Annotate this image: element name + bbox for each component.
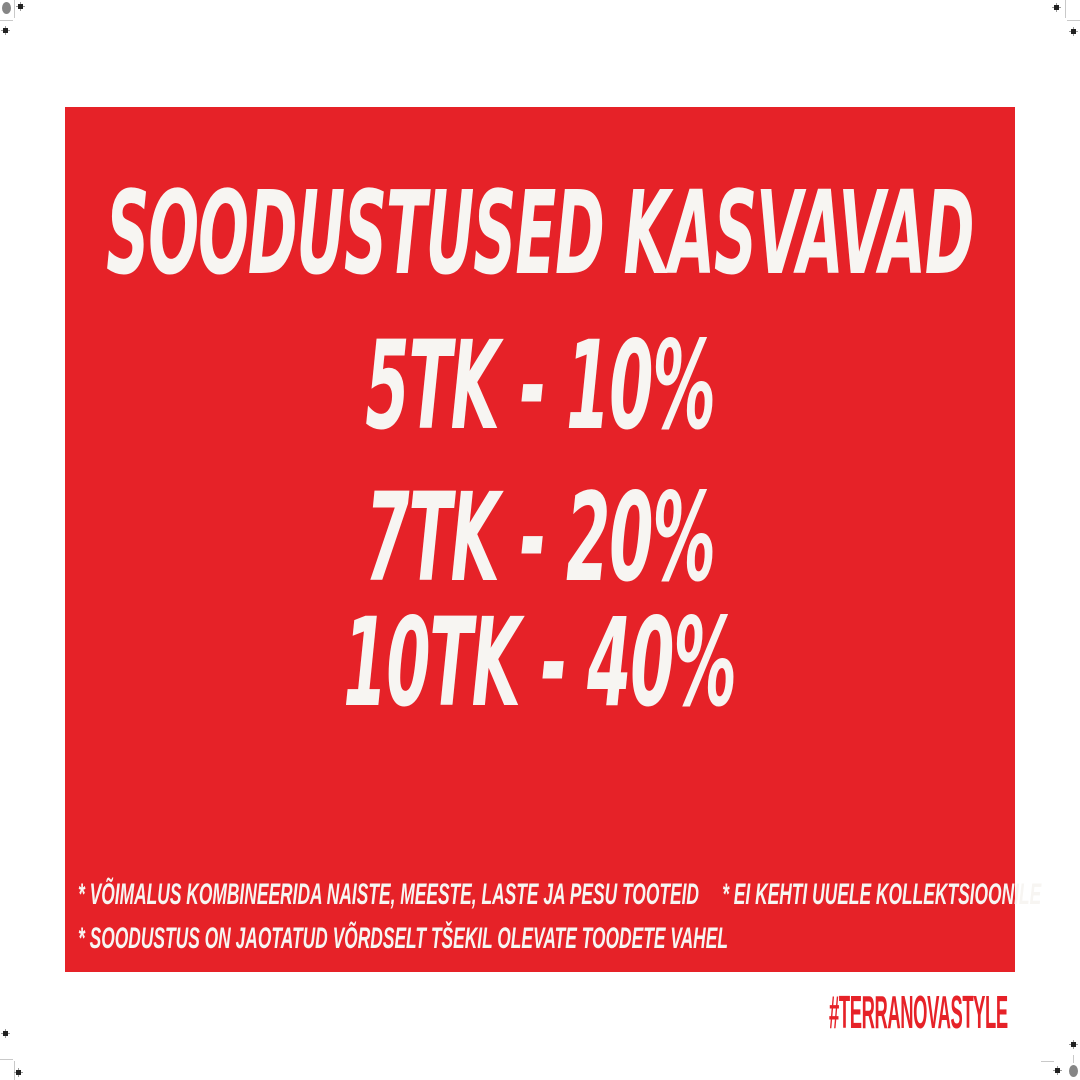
banner-title: SOODUSTUSED KASVAVAD bbox=[106, 167, 974, 301]
discount-tier-3: 10TK - 40% bbox=[343, 592, 737, 734]
color-dot-icon bbox=[2, 2, 11, 14]
discount-tier-row bbox=[65, 592, 1015, 734]
disclaimer-row-1 bbox=[78, 880, 1041, 910]
crop-line bbox=[0, 20, 13, 21]
brand-hashtag: #TERRANOVASTYLE bbox=[829, 986, 1008, 1038]
registration-crosshair-icon bbox=[1053, 1066, 1062, 1075]
registration-crosshair-icon bbox=[1, 26, 10, 35]
brand-hashtag-row bbox=[561, 986, 1008, 1038]
crop-line bbox=[14, 0, 15, 18]
registration-crosshair-icon bbox=[1069, 27, 1078, 36]
disclaimer-row-2 bbox=[78, 924, 728, 954]
registration-crosshair-icon bbox=[16, 2, 25, 11]
discount-tier-2: 7TK - 20% bbox=[365, 467, 715, 609]
color-dot-icon bbox=[1069, 1065, 1078, 1077]
registration-crosshair-icon bbox=[1, 1029, 10, 1038]
registration-crosshair-icon bbox=[1052, 3, 1061, 12]
crop-line bbox=[1041, 1061, 1054, 1062]
sale-banner-panel bbox=[65, 107, 1042, 972]
discount-tier-1: 5TK - 10% bbox=[365, 315, 715, 457]
discount-tier-row bbox=[65, 315, 1015, 457]
crop-line bbox=[1073, 1055, 1074, 1063]
registration-crosshair-icon bbox=[1069, 1040, 1078, 1049]
banner-title-row bbox=[65, 167, 1015, 301]
crop-line bbox=[0, 1059, 13, 1060]
disclaimer-note-1: * VÕIMALUS KOMBINEERIDA NAISTE, MEESTE, LASTE JA PESU TOOTEID bbox=[78, 878, 699, 911]
discount-tier-row bbox=[65, 467, 1015, 609]
disclaimer-note-2: * EI KEHTI UUELE KOLLEKTSIOONILE bbox=[722, 878, 1042, 911]
disclaimer-note-3: * SOODUSTUS ON JAOTATUD VÕRDSELT TŠEKIL OLEVATE TOODETE VAHEL bbox=[78, 922, 728, 955]
crop-line bbox=[1065, 0, 1066, 18]
registration-crosshair-icon bbox=[14, 1068, 23, 1077]
crop-line bbox=[1067, 20, 1080, 21]
